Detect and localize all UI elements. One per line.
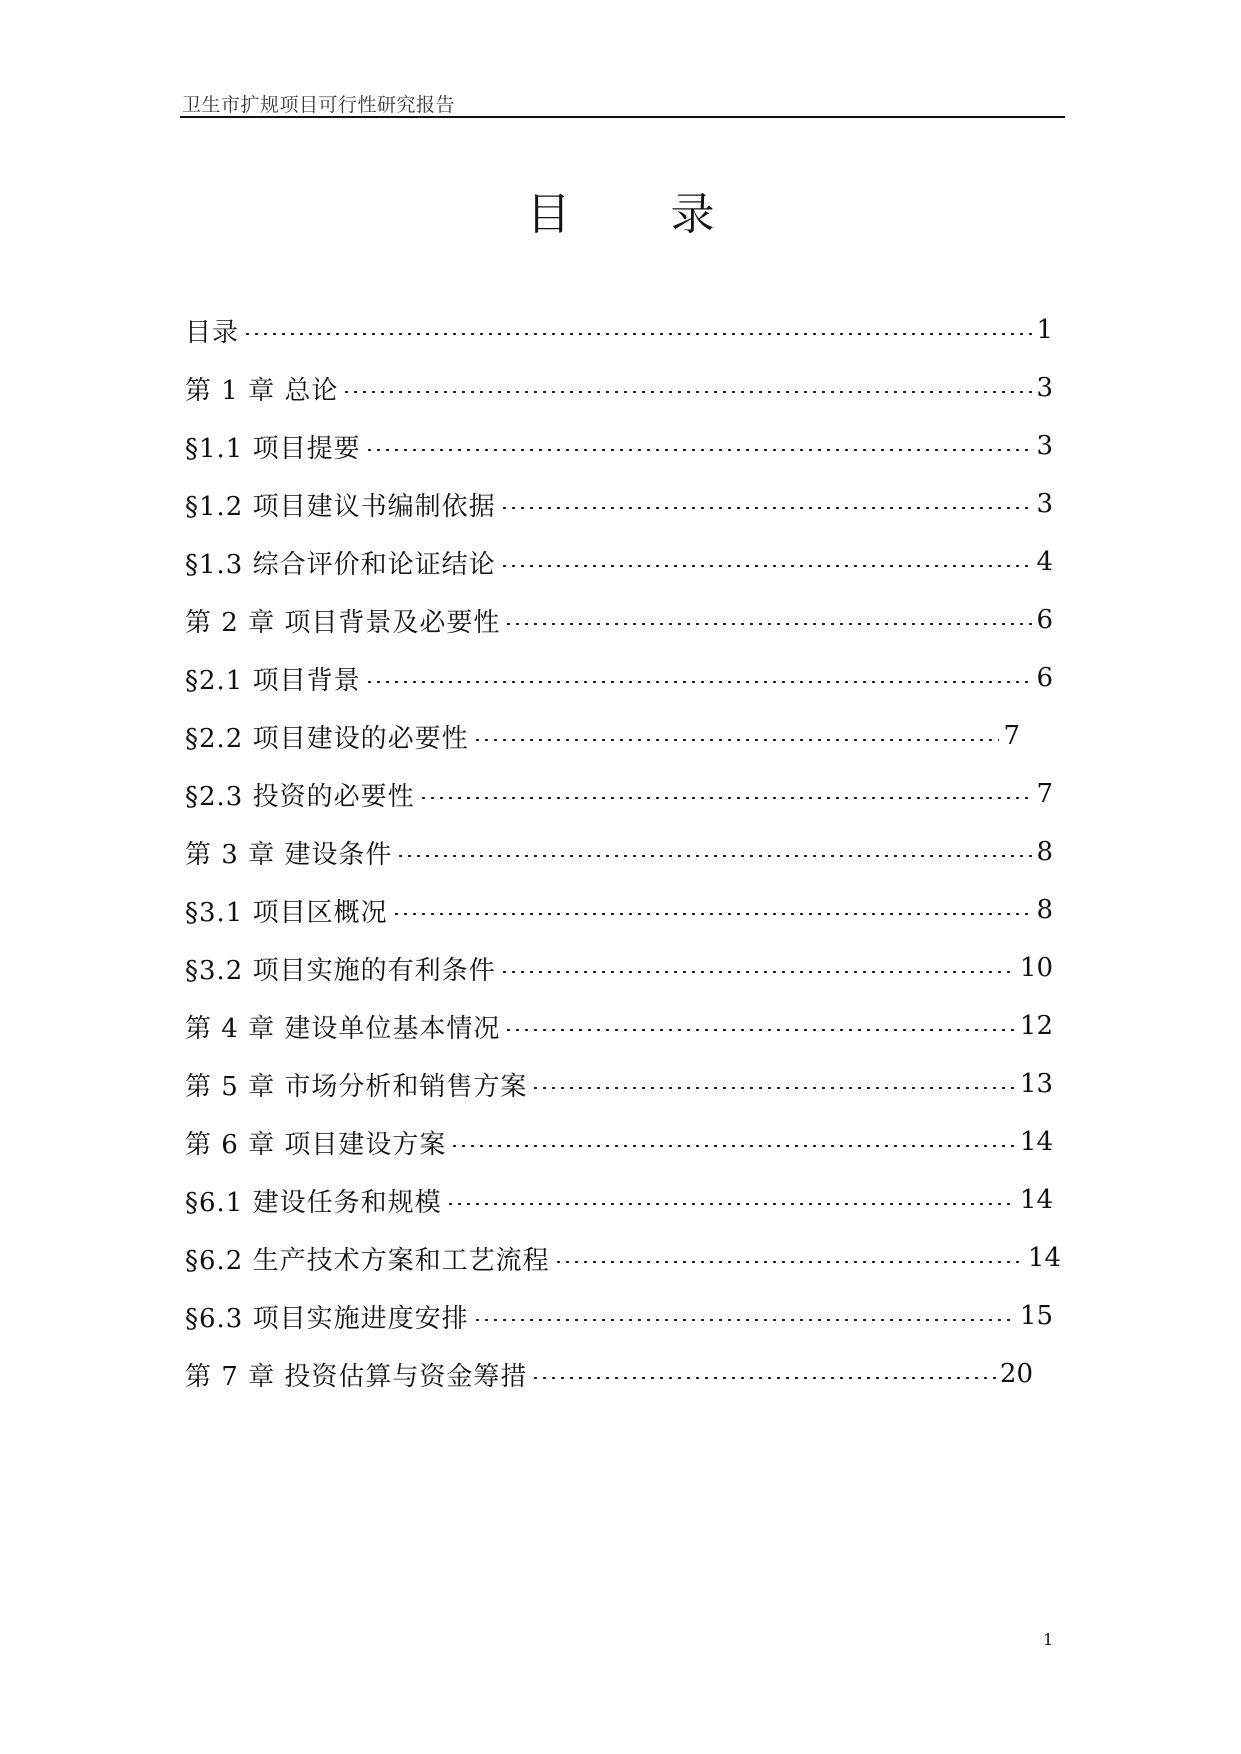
toc-dot-leader: [450, 1145, 1016, 1147]
toc-entry-page: 3: [1036, 431, 1053, 461]
toc-dot-leader: [446, 1203, 1016, 1205]
toc-entry-label: §2.3 投资的必要性: [185, 781, 415, 812]
toc-entry-label: 第 1 章 总论: [185, 375, 339, 406]
toc-entry[interactable]: [185, 426, 1053, 466]
toc-dot-leader: [554, 1261, 1024, 1263]
toc-entry-label: §1.3 综合评价和论证结论: [185, 549, 496, 580]
toc-entry[interactable]: [185, 1354, 1033, 1394]
toc-dot-leader: [396, 855, 1032, 857]
toc-entry-page: 3: [1036, 489, 1053, 519]
toc-entry[interactable]: [185, 832, 1053, 872]
toc-entry-label: §3.2 项目实施的有利条件: [185, 955, 496, 986]
toc-dot-leader: [342, 391, 1032, 393]
toc-entry-page: 7: [1036, 779, 1053, 809]
toc-entry-label: 第 7 章 投资估算与资金筹措: [185, 1361, 528, 1392]
toc-entry-label: §6.3 项目实施进度安排: [185, 1303, 469, 1334]
page-number: 1: [1043, 1630, 1054, 1649]
toc-entry[interactable]: [185, 484, 1053, 524]
toc-entry[interactable]: [185, 368, 1053, 408]
toc-entry-page: 4: [1036, 547, 1053, 577]
toc-dot-leader: [365, 449, 1033, 451]
page-title: 目录: [526, 189, 815, 240]
toc-entry-page: 12: [1019, 1011, 1053, 1041]
toc-entry-page: 7: [1003, 721, 1020, 751]
toc-entry-page: 20: [999, 1359, 1033, 1389]
toc-entry[interactable]: [185, 1122, 1053, 1162]
toc-dot-leader: [500, 565, 1033, 567]
toc-entry-label: §1.1 项目提要: [185, 433, 361, 464]
toc-entry-page: 8: [1036, 837, 1053, 867]
toc-entry-label: §2.1 项目背景: [185, 665, 361, 696]
toc-entry-label: 第 5 章 市场分析和销售方案: [185, 1071, 528, 1102]
toc-entry-label: 第 6 章 项目建设方案: [185, 1129, 447, 1160]
toc-entry[interactable]: [185, 1180, 1053, 1220]
toc-entry-page: 8: [1036, 895, 1053, 925]
toc-entry[interactable]: [185, 774, 1053, 814]
toc-entry[interactable]: [185, 948, 1053, 988]
toc-entry-page: 14: [1019, 1127, 1053, 1157]
toc-entry[interactable]: [185, 658, 1053, 698]
toc-entry[interactable]: [185, 542, 1053, 582]
toc-entry[interactable]: [185, 600, 1053, 640]
toc-entry-page: 1: [1036, 315, 1053, 345]
toc-entry[interactable]: [185, 716, 1020, 756]
toc-dot-leader: [365, 681, 1033, 683]
toc-dot-leader: [504, 623, 1032, 625]
toc-entry-page: 14: [1027, 1243, 1061, 1273]
toc-entry-page: 6: [1036, 663, 1053, 693]
toc-entry-label: §3.1 项目区概况: [185, 897, 388, 928]
toc-entry-page: 6: [1036, 605, 1053, 635]
toc-entry-page: 14: [1019, 1185, 1053, 1215]
toc-dot-leader: [500, 971, 1016, 973]
toc-entry[interactable]: [185, 1006, 1053, 1046]
toc-dot-leader: [473, 739, 1000, 741]
toc-dot-leader: [473, 1319, 1016, 1321]
toc-entry-label: 第 4 章 建设单位基本情况: [185, 1013, 501, 1044]
toc-entry-page: 3: [1036, 373, 1053, 403]
toc-entry-label: §6.2 生产技术方案和工艺流程: [185, 1245, 550, 1276]
toc-entry-label: §6.1 建设任务和规模: [185, 1187, 442, 1218]
toc-entry-page: 15: [1019, 1301, 1053, 1331]
toc-entry-label: §1.2 项目建议书编制依据: [185, 491, 496, 522]
toc-entry-label: 第 2 章 项目背景及必要性: [185, 607, 501, 638]
toc-entry[interactable]: [185, 1238, 1061, 1278]
toc-dot-leader: [419, 797, 1033, 799]
toc-entry-page: 10: [1019, 953, 1053, 983]
toc-entry-label: 第 3 章 建设条件: [185, 839, 393, 870]
toc-dot-leader: [504, 1029, 1016, 1031]
toc-dot-leader: [500, 507, 1033, 509]
toc-dot-leader: [392, 913, 1033, 915]
toc-entry[interactable]: [185, 890, 1053, 930]
toc-dot-leader: [531, 1087, 1016, 1089]
toc-entry[interactable]: [185, 1296, 1053, 1336]
header-title: 卫生市扩规项目可行性研究报告: [182, 94, 456, 116]
toc-dot-leader: [531, 1377, 996, 1379]
toc-entry-page: 13: [1019, 1069, 1053, 1099]
toc-entry[interactable]: [185, 310, 1053, 350]
toc-dot-leader: [243, 333, 1032, 335]
page-header: [180, 88, 1065, 118]
toc-entry-label: 目录: [185, 317, 240, 348]
toc-entry[interactable]: [185, 1064, 1053, 1104]
toc-entry-label: §2.2 项目建设的必要性: [185, 723, 469, 754]
